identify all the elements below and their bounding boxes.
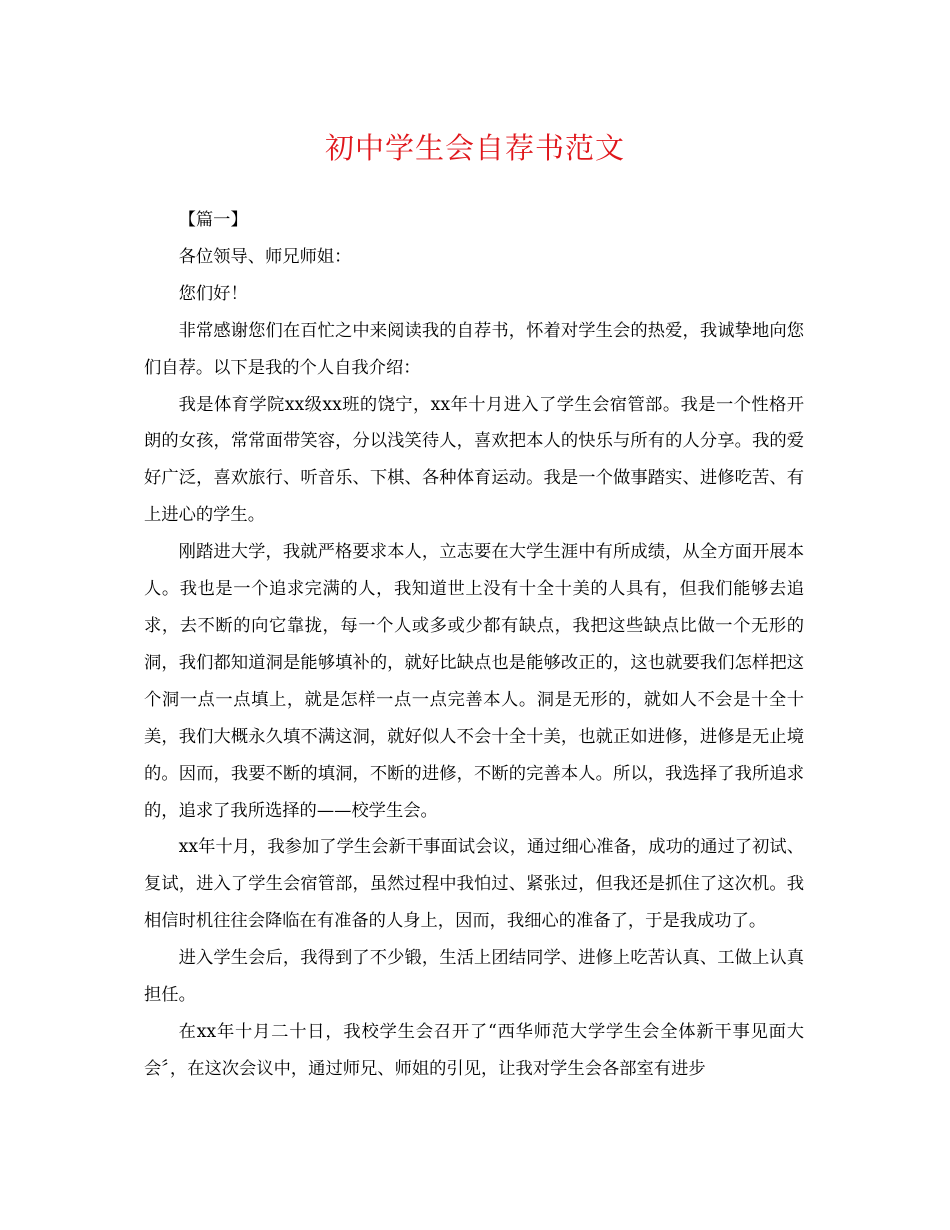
document-body bbox=[144, 202, 804, 1088]
paragraph: 刚踏进大学，我就严格要求本人，立志要在大学生涯中有所成绩，从全方面开展本人。我也是一个追求完满的人，我知道世上没有十全十美的人具有，但我们能够去追求，去不断的向它靠拢，每一个人或多或少都有缺点，我把这些缺点比做一个无形的洞，我们都知道洞是能够填补的，就好比缺点也是能够改正的，这也就要我们怎样把这个洞一点一点填上，就是怎样一点一点完善本人。洞是无形的，就如人不会是十全十美，我们大概永久填不满这洞，就好似人不会十全十美，也就正如进修，进修是无止境的。因而，我要不断的填洞，不断的进修，不断的完善本人。所以，我选择了我所追求的，追求了我所选择的——校学生会。 bbox=[144, 542, 804, 821]
paragraph: 在xx年十月二十日，我校学生会召开了“西华师范大学学生会全体新干事见面大会〞，在这次会议中，通过师兄、师姐的引见，让我对学生会各部室有进步 bbox=[144, 1021, 804, 1079]
paragraph: 非常感谢您们在百忙之中来阅读我的自荐书，怀着对学生会的热爱，我诚挚地向您们自荐。以下是我的个人自我介绍： bbox=[144, 320, 804, 378]
paragraph: 进入学生会后，我得到了不少锻，生活上团结同学、进修上吃苦认真、工做上认真担任。 bbox=[144, 948, 804, 1006]
paragraph: xx年十月，我参加了学生会新干事面试会议，通过细心准备，成功的通过了初试、复试，进入了学生会宿管部，虽然过程中我怕过、紧张过，但我还是抓住了这次机。我相信时机往往会降临在有准备的人身上，因而，我细心的准备了，于是我成功了。 bbox=[144, 837, 804, 932]
section-heading: 【篇一】 bbox=[178, 210, 248, 230]
document-title: 初中学生会自荐书范文 bbox=[324, 131, 625, 165]
paragraph: 我是体育学院xx级xx班的饶宁，xx年十月进入了学生会宿管部。我是一个性格开朗的女孩，常常面带笑容，分以浅笑待人，喜欢把本人的快乐与所有的人分享。我的爱好广泛，喜欢旅行、听音乐、下棋、各种体育运动。我是一个做事踏实、进修吃苦、有上进心的学生。 bbox=[144, 394, 804, 526]
greeting: 您们好！ bbox=[178, 283, 248, 304]
salutation: 各位领导、师兄师姐： bbox=[178, 246, 352, 267]
